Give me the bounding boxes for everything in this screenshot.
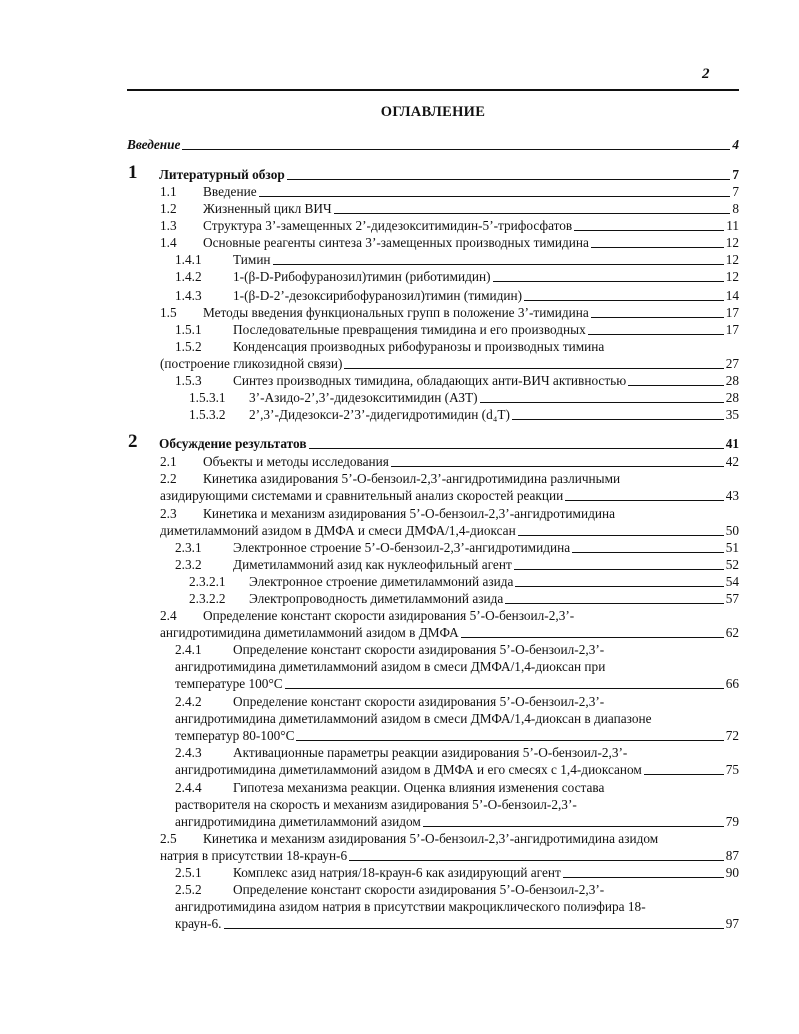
toc-page: 17 [725, 322, 739, 337]
toc-entry-1-5-3 [175, 373, 739, 389]
toc-num: 2.4.3 [175, 745, 202, 760]
toc-num: 1.4.3 [175, 288, 202, 303]
toc-entry-1-4-2 [175, 269, 739, 285]
toc-num: 2.3.1 [175, 540, 202, 555]
toc-text: Определение констант скорости азидирования 5’-О-бензоил-2,3’- [233, 882, 605, 897]
leader-line [480, 402, 724, 403]
toc-num: 2.2 [160, 471, 177, 486]
toc-text: Тимин [233, 252, 271, 267]
toc-num: 1.5.2 [175, 339, 202, 354]
toc-text: Определение констант скорости азидирования 5’-О-бензоил-2,3’- [233, 694, 605, 709]
leader-line [493, 281, 724, 282]
toc-entry-2-5-2 [175, 882, 739, 898]
toc-text: натрия в присутствии 18-краун-6 [160, 848, 348, 863]
toc-entry-2-1 [160, 454, 739, 470]
toc-page: 42 [725, 454, 739, 469]
leader-line [628, 385, 724, 386]
toc-text: (построение гликозидной связи) [160, 356, 343, 371]
toc-entry-1-2 [160, 201, 739, 217]
toc-text: Основные реагенты синтеза 3’-замещенных производных тимидина [203, 235, 589, 250]
toc-entry-2-2-cont [160, 488, 739, 504]
toc-entry-2-4-3-cont [175, 762, 739, 778]
toc-num: 2.5 [160, 831, 177, 846]
toc-text: Введение [203, 184, 257, 199]
toc-page: 12 [725, 269, 739, 284]
leader-line [423, 826, 724, 827]
toc-page: 28 [725, 390, 739, 405]
toc-page: 11 [726, 218, 739, 233]
toc-text: Гипотеза механизма реакции. Оценка влияния изменения состава [233, 780, 605, 795]
toc-num: 2.3.2.2 [189, 591, 226, 606]
toc-page: 90 [725, 865, 739, 880]
leader-line [588, 334, 724, 335]
toc-num: 2.3 [160, 506, 177, 521]
toc-page: 52 [725, 557, 739, 572]
toc-text: Кинетика азидирования 5’-О-бензоил-2,3’-ангидротимидина различными [203, 471, 621, 486]
toc-entry-2-3-2-1 [189, 574, 739, 590]
leader-line [563, 877, 724, 878]
toc-entry-2-4-2 [175, 694, 739, 710]
toc-text: Последовательные превращения тимидина и его производных [233, 322, 586, 337]
toc-text: температуре 100°С [175, 676, 283, 691]
toc-num: 1.5 [160, 305, 177, 320]
toc-entry-2-4-4-cont2 [175, 814, 739, 830]
toc-page: 35 [725, 407, 739, 422]
toc-page: 7 [732, 184, 739, 199]
toc-entry-2-4-cont [160, 625, 739, 641]
leader-line [224, 928, 724, 929]
toc-text: Электронное строение 5’-О-бензоил-2,3’-ангидротимидина [233, 540, 571, 555]
toc-entry-chapter-1 [159, 167, 739, 183]
toc-page: 51 [725, 540, 739, 555]
toc-text: азидирующими системами и сравнительный анализ скоростей реакции [160, 488, 564, 503]
toc-text: 1-(β-D-Рибофуранозил)тимин (риботимидин) [233, 269, 491, 284]
toc-text: ангидротимидина диметиламмоний азидом в ДМФА и его смесях с 1,4-диоксаном [175, 762, 642, 777]
leader-line [524, 300, 724, 301]
toc-entry-2-5-cont [160, 848, 739, 864]
leader-line [259, 196, 731, 197]
leader-line [349, 860, 724, 861]
toc-text: Диметиламмоний азид как нуклеофильный агент [233, 557, 512, 572]
toc-page: 57 [725, 591, 739, 606]
leader-line [334, 213, 731, 214]
toc-entry-1-3 [160, 218, 739, 234]
toc-page: 27 [725, 356, 739, 371]
leader-line [512, 419, 724, 420]
toc-text: Литературный обзор [159, 167, 285, 182]
toc-page: 41 [725, 436, 739, 451]
toc-entry-1-4-3 [175, 288, 739, 304]
leader-line [574, 230, 724, 231]
leader-line [514, 569, 724, 570]
toc-text: Электронное строение диметиламмоний азида [249, 574, 514, 589]
page-number: 2 [702, 66, 710, 82]
leader-line [565, 500, 723, 501]
toc-page: 79 [725, 814, 739, 829]
toc-entry-2-3-cont [160, 523, 739, 539]
toc-entry-2-4-3 [175, 745, 739, 761]
leader-line [285, 688, 724, 689]
toc-page: 75 [725, 762, 739, 777]
toc-num: 2.5.1 [175, 865, 202, 880]
toc-num: 1.5.3 [175, 373, 202, 388]
toc-entry-2-4-4-cont: растворителя на скорость и механизм азидирования 5’-О-бензоил-2,3’- [175, 797, 577, 812]
toc-entry-chapter-2 [159, 436, 739, 452]
leader-line [182, 149, 730, 150]
toc-text: Определение констант скорости азидирования 5’-О-бензоил-2,3’- [203, 608, 575, 623]
toc-text: Комплекс азид натрия/18-краун-6 как азидирующий агент [233, 865, 561, 880]
toc-entry-2-5-1 [175, 865, 739, 881]
toc-entry-2-3-2-2 [189, 591, 739, 607]
toc-page: 50 [725, 523, 739, 538]
toc-text: Объекты и методы исследования [203, 454, 389, 469]
toc-text: Синтез производных тимидина, обладающих анти-ВИЧ активностью [233, 373, 627, 388]
toc-text: Кинетика и механизм азидирования 5’-О-бензоил-2,3’-ангидротимидина [203, 506, 615, 521]
toc-entry-2-5-2-cont: ангидротимидина азидом натрия в присутствии макроциклического полиэфира 18- [175, 899, 646, 914]
toc-entry-2-4-1-cont: ангидротимидина диметиламмоний азидом в смеси ДМФА/1,4-диоксан при [175, 659, 606, 674]
toc-text: Активационные параметры реакции азидирования 5’-О-бензоил-2,3’- [233, 745, 628, 760]
toc-entry-2-4-4 [175, 780, 739, 796]
toc-text: ангидротимидина диметиламмоний азидом в ДМФА [160, 625, 459, 640]
toc-page: 8 [732, 201, 739, 216]
toc-num: 2.3.2.1 [189, 574, 226, 589]
toc-entry-2-3-1 [175, 540, 739, 556]
leader-line [287, 179, 731, 180]
leader-line [591, 247, 724, 248]
toc-page: 12 [725, 252, 739, 267]
leader-line [644, 774, 724, 775]
toc-page: 66 [725, 676, 739, 691]
toc-entry-1-5-3-2 [189, 407, 739, 423]
toc-text: Электропроводность диметиламмоний азида [249, 591, 504, 606]
toc-num: 2.4.1 [175, 642, 202, 657]
toc-text: Обсуждение результатов [159, 436, 307, 451]
toc-text: 2’,3’-Дидезокси-2’3’-дидегидротимидин (d₄T) [249, 407, 510, 422]
toc-page: 4 [732, 137, 739, 152]
toc-page: 14 [725, 288, 739, 303]
toc-page: 12 [725, 235, 739, 250]
toc-entry-2-4-2-cont2 [175, 728, 739, 744]
leader-line [344, 368, 723, 369]
toc-num: 2.1 [160, 454, 177, 469]
toc-text: краун-6. [175, 916, 222, 931]
toc-entry-1-5 [160, 305, 739, 321]
toc-entry-2-2 [160, 471, 739, 487]
toc-num: 1.5.3.2 [189, 407, 226, 422]
chapter-number: 2 [128, 431, 138, 452]
toc-entry-1-5-2 [175, 339, 739, 355]
toc-num: 2.4 [160, 608, 177, 623]
toc-text: 1-(β-D-2’-дезоксирибофуранозил)тимин (тимидин) [233, 288, 523, 303]
leader-line [572, 552, 724, 553]
toc-page: 7 [732, 167, 739, 182]
leader-line [309, 448, 724, 449]
toc-text: Жизненный цикл ВИЧ [203, 201, 332, 216]
toc-num: 1.1 [160, 184, 177, 199]
toc-page: 72 [725, 728, 739, 743]
leader-line [273, 264, 724, 265]
toc-page: 54 [725, 574, 739, 589]
toc-page: 43 [725, 488, 739, 503]
header-rule [127, 89, 739, 91]
toc-text: Определение констант скорости азидирования 5’-О-бензоил-2,3’- [233, 642, 605, 657]
toc-page: 87 [725, 848, 739, 863]
toc-entry-intro [127, 137, 739, 153]
toc-num: 1.2 [160, 201, 177, 216]
leader-line [296, 740, 723, 741]
leader-line [461, 637, 724, 638]
page-title: ОГЛАВЛЕНИЕ [380, 104, 486, 120]
toc-num: 2.4.4 [175, 780, 202, 795]
toc-text: 3’-Азидо-2’,3’-дидезокситимидин (АЗТ) [249, 390, 478, 405]
toc-entry-2-5-2-cont2 [175, 916, 739, 932]
toc-entry-2-3 [160, 506, 739, 522]
toc-num: 1.5.1 [175, 322, 202, 337]
toc-text: Конденсация производных рибофуранозы и производных тимина [233, 339, 605, 354]
toc-page: 62 [725, 625, 739, 640]
toc-num: 1.4 [160, 235, 177, 250]
toc-page: 17 [725, 305, 739, 320]
toc-entry-1-1 [160, 184, 739, 200]
leader-line [591, 317, 724, 318]
toc-entry-1-5-1 [175, 322, 739, 338]
toc-entry-2-4 [160, 608, 739, 624]
toc-num: 1.3 [160, 218, 177, 233]
chapter-number: 1 [128, 162, 138, 183]
toc-num: 1.5.3.1 [189, 390, 226, 405]
toc-entry-1-5-3-1 [189, 390, 739, 406]
toc-text: температур 80-100°С [175, 728, 295, 743]
toc-entry-2-5 [160, 831, 739, 847]
toc-num: 2.3.2 [175, 557, 202, 572]
leader-line [505, 603, 723, 604]
toc-text: Методы введения функциональных групп в положение 3’-тимидина [203, 305, 589, 320]
toc-entry-1-4-1 [175, 252, 739, 268]
toc-entry-1-5-2-cont [160, 356, 739, 372]
toc-text: Структура 3’-замещенных 2’-дидезокситимидин-5’-трифосфатов [203, 218, 573, 233]
toc-num: 1.4.1 [175, 252, 202, 267]
toc-entry-2-3-2 [175, 557, 739, 573]
toc-page: 28 [725, 373, 739, 388]
toc-entry-1-4 [160, 235, 739, 251]
toc-num: 2.5.2 [175, 882, 202, 897]
toc-num: 2.4.2 [175, 694, 202, 709]
toc-num: 1.4.2 [175, 269, 202, 284]
leader-line [515, 586, 723, 587]
toc-entry-2-4-1-cont2 [175, 676, 739, 692]
toc-entry-2-4-2-cont: ангидротимидина диметиламмоний азидом в смеси ДМФА/1,4-диоксан в диапазоне [175, 711, 652, 726]
toc-text: Введение [127, 137, 181, 152]
toc-page: 97 [725, 916, 739, 931]
toc-entry-2-4-1 [175, 642, 739, 658]
leader-line [518, 535, 724, 536]
toc-text: диметиламмоний азидом в ДМФА и смеси ДМФА/1,4-диоксан [160, 523, 516, 538]
leader-line [391, 466, 724, 467]
toc-text: Кинетика и механизм азидирования 5’-О-бензоил-2,3’-ангидротимидина азидом [203, 831, 659, 846]
toc-text: ангидротимидина диметиламмоний азидом [175, 814, 421, 829]
